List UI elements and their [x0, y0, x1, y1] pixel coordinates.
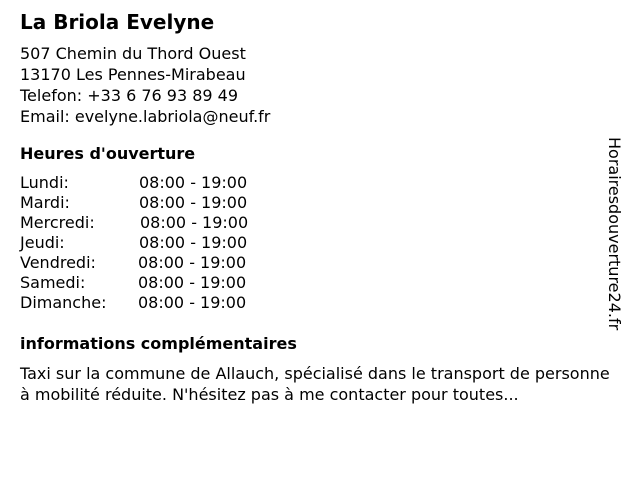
address-line-street: 507 Chemin du Thord Ouest: [20, 44, 246, 63]
info-heading: informations complémentaires: [20, 334, 297, 353]
time-range: 08:00 - 19:00: [138, 273, 247, 292]
time-range: 08:00 - 19:00: [138, 293, 247, 312]
day-label: Lundi:: [20, 173, 69, 192]
business-name: La Briola Evelyne: [20, 10, 215, 34]
time-range: 08:00 - 19:00: [139, 173, 248, 192]
time-range: 08:00 - 19:00: [139, 193, 248, 212]
phone-text: Telefon: +33 6 76 93 89 49: [20, 86, 239, 105]
day-label: Jeudi:: [20, 233, 65, 252]
time-range: 08:00 - 19:00: [140, 213, 249, 232]
day-label: Vendredi:: [20, 253, 96, 272]
contact-block: [20, 43, 270, 127]
time-range: 08:00 - 19:00: [138, 253, 247, 272]
time-range: 08:00 - 19:00: [139, 233, 248, 252]
info-description: Taxi sur la commune de Allauch, spécialisé dans le transport de personne à mobilité réduite. N'hésitez pas à me contacter pour toutes...: [20, 364, 610, 404]
day-label: Mercredi:: [20, 213, 95, 232]
hours-heading: Heures d'ouverture: [20, 144, 196, 163]
site-watermark: Horairesdouverture24.fr: [605, 137, 624, 331]
day-label: Samedi:: [20, 273, 86, 292]
address-line-city: 13170 Les Pennes-Mirabeau: [20, 65, 246, 84]
day-label: Mardi:: [20, 193, 70, 212]
email-text: Email: evelyne.labriola@neuf.fr: [20, 107, 271, 126]
day-label: Dimanche:: [20, 293, 107, 312]
